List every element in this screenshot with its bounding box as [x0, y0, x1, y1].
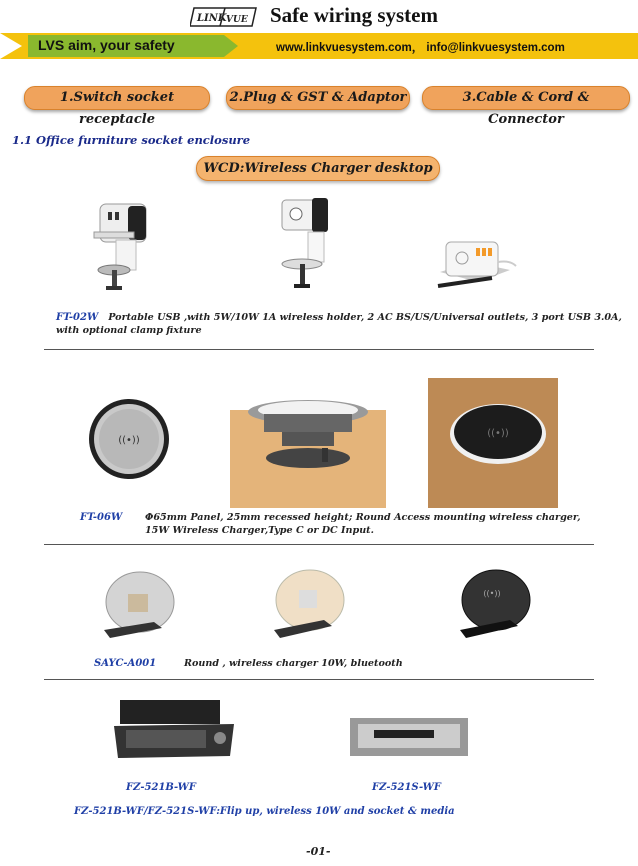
sayc-a001-description [94, 657, 494, 670]
ft-06w-panel-image [86, 396, 172, 482]
category-plug-adaptor[interactable]: 2.Plug & GST & Adaptor [226, 86, 410, 110]
ft-06w-desk-image [230, 392, 386, 508]
sayc-a001-code: SAYC-A001 [94, 658, 157, 669]
section-title: 1.1 Office furniture socket enclosure [12, 133, 251, 147]
category-cable-connector[interactable]: 3.Cable & Cord & Connector [422, 86, 630, 110]
svg-text:((•)): ((•)) [487, 428, 509, 439]
ft-06w-description [80, 511, 620, 536]
svg-text:((•)): ((•)) [483, 589, 501, 598]
fz-521-description [74, 805, 594, 818]
fz-521-desc: FZ-521B-WF/FZ-521S-WF:Flip up, wireless 10W and socket & media [74, 806, 455, 817]
fz-521b-wf-image [112, 700, 236, 760]
ft-02w-clamp-image-2 [272, 192, 352, 296]
fz-521s-wf-image [346, 716, 472, 760]
fz-521b-wf-code: FZ-521B-WF [126, 782, 196, 793]
ft-02w-desk-image [432, 232, 518, 296]
logo-text-vue: VUE [226, 15, 248, 25]
ft-06w-code: FT-06W [80, 512, 123, 523]
fz-521s-wf-code: FZ-521S-WF [372, 782, 441, 793]
logo [190, 6, 260, 28]
ft-02w-description [56, 311, 631, 337]
svg-text:((•)): ((•)) [118, 435, 140, 446]
ft-02w-code: FT-02W [56, 312, 99, 323]
ft-06w-desc-line2: 15W Wireless Charger,Type C or DC Input. [145, 525, 374, 536]
ft-06w-desc-line1: Φ65mm Panel, 25mm recessed height; Round Access mounting wireless charger, [145, 512, 581, 523]
ft-02w-desc-line1: Portable USB ,with 5W/10W 1A wireless holder, 2 AC BS/US/Universal outlets, 3 port USB 3.0A, [108, 312, 622, 323]
logo-text-link: LINK [197, 13, 227, 24]
category-switch-socket[interactable]: 1.Switch socket receptacle [24, 86, 210, 110]
sayc-a001-beige-image [266, 568, 350, 642]
divider-3 [44, 679, 594, 680]
divider-1 [44, 349, 594, 350]
aim-banner-tip [224, 35, 238, 57]
sayc-a001-silver-image [96, 570, 180, 642]
page-number: -01- [306, 845, 331, 858]
subcategory-title: WCD:Wireless Charger desktop [196, 156, 440, 181]
aim-text: LVS aim, your safety [38, 37, 175, 53]
sayc-a001-black-image [452, 568, 536, 642]
page-title: Safe wiring system [270, 3, 438, 27]
ft-06w-wood-image [428, 378, 558, 508]
band-arrow [0, 33, 22, 59]
contact-info[interactable]: www.linkvuesystem.com， info@linkvuesystem.com [276, 42, 565, 54]
ft-02w-clamp-image-1 [80, 196, 160, 296]
ft-02w-desc-line2: with optional clamp fixture [56, 325, 202, 336]
sayc-a001-desc: Round , wireless charger 10W, bluetooth [184, 658, 403, 669]
divider-2 [44, 544, 594, 545]
